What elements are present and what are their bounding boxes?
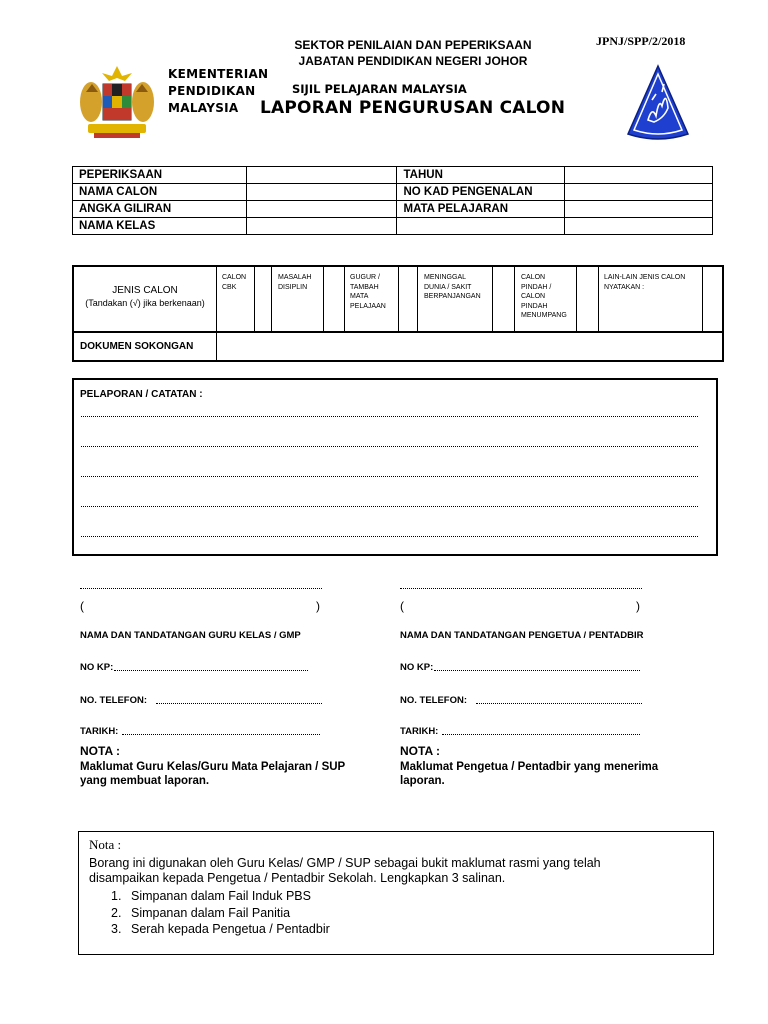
mata-pelajaran-label: MATA PELAJARAN: [397, 201, 565, 218]
option-text: CALON: [521, 274, 546, 281]
list-item: 3. Serah kepada Pengetua / Pentadbir: [111, 922, 330, 936]
table-row: [73, 167, 713, 184]
nota-text-line: Maklumat Pengetua / Pentadbir yang menerima: [400, 761, 659, 773]
pengetua-no-kp-field[interactable]: [434, 670, 640, 671]
option-text: MENINGGAL: [424, 274, 467, 281]
tahun-label: TAHUN: [397, 167, 565, 184]
guru-no-telefon-field[interactable]: [156, 703, 322, 704]
option-text: CALON: [521, 293, 546, 300]
jenis-calon-hint: (Tandakan (√) jika berkenaan): [85, 298, 205, 308]
option-text: PINDAH /: [521, 283, 552, 291]
dokumen-sokongan-label: DOKUMEN SOKONGAN: [80, 341, 194, 352]
jenis-calon-label: JENIS CALON: [112, 285, 178, 296]
peperiksaan-field[interactable]: [246, 167, 397, 184]
option-text: DISIPLIN: [278, 283, 308, 291]
mata-pelajaran-field[interactable]: [565, 201, 713, 218]
ministry-name-line: KEMENTERIAN: [168, 67, 269, 81]
nota-box-body: [89, 856, 601, 886]
header-jabatan-line: JABATAN PENDIDIKAN NEGERI JOHOR: [298, 54, 528, 68]
tahun-field[interactable]: [565, 167, 713, 184]
paren-close: ): [316, 599, 320, 613]
guru-signature-line[interactable]: [80, 588, 322, 589]
guru-nota-label: NOTA :: [80, 744, 120, 758]
no-kad-field[interactable]: [565, 184, 713, 201]
list-item: 2. Simpanan dalam Fail Panitia: [111, 905, 291, 920]
guru-name-field[interactable]: [88, 599, 314, 615]
empty-cell[interactable]: [565, 218, 713, 235]
option-text: TAMBAH: [350, 283, 379, 291]
page-title: LAPORAN PENGURUSAN CALON: [260, 98, 566, 118]
paren-open: (: [400, 599, 404, 613]
nota-text-line: Maklumat Guru Kelas/Guru Mata Pelajaran / SUP: [80, 761, 346, 773]
option-calon-pindah: [521, 273, 567, 321]
guru-no-telefon-label: NO. TELEFON:: [80, 695, 148, 706]
ministry-crest-logo: [76, 64, 158, 140]
angka-giliran-label: ANGKA GILIRAN: [73, 201, 247, 218]
nama-kelas-field[interactable]: [246, 218, 397, 235]
pengetua-tarikh-label: TARIKH:: [400, 726, 439, 737]
ministry-name-line: PENDIDIKAN: [168, 84, 256, 98]
option-text: DUNIA / SAKIT: [424, 283, 472, 291]
checkbox-meninggal-dunia[interactable]: [493, 267, 514, 332]
header-sektor: [238, 37, 588, 69]
paren-close: ): [636, 599, 640, 613]
nota-body-line: disampaikan kepada Pengetua / Pentadbir Sekolah. Lengkapkan 3 salinan.: [89, 871, 506, 885]
table-row: [73, 201, 713, 218]
list-item: 1. Simpanan dalam Fail Induk PBS: [111, 889, 311, 903]
catatan-line[interactable]: [81, 506, 698, 507]
jpnj-logo: [626, 64, 690, 140]
option-calon-cbk: [222, 273, 246, 292]
candidate-info-table: [72, 166, 713, 235]
peperiksaan-label: PEPERIKSAAN: [73, 167, 247, 184]
nama-calon-label: NAMA CALON: [73, 184, 247, 201]
pengetua-signature-title: NAMA DAN TANDATANGAN PENGETUA / PENTADBIR: [400, 630, 644, 641]
guru-no-kp-label: NO KP:: [80, 662, 114, 673]
option-masalah-disiplin: [278, 273, 311, 292]
option-text: BERPANJANGAN: [424, 293, 481, 300]
pengetua-no-telefon-label: NO. TELEFON:: [400, 695, 468, 706]
checkbox-calon-cbk[interactable]: [255, 267, 271, 332]
header-sektor-line: SEKTOR PENILAIAN DAN PEPERIKSAAN: [294, 38, 532, 52]
catatan-line[interactable]: [81, 446, 698, 447]
pengetua-name-field[interactable]: [408, 599, 634, 615]
option-text: CALON: [222, 274, 247, 281]
nota-box: [78, 831, 714, 955]
checkbox-calon-pindah[interactable]: [577, 267, 598, 332]
ministry-name-line: MALAYSIA: [168, 101, 239, 115]
catatan-line[interactable]: [81, 476, 698, 477]
pengetua-no-kp-label: NO KP:: [400, 662, 434, 673]
option-text: MATA: [350, 293, 369, 300]
option-lain-lain: [604, 273, 685, 292]
option-text: NYATAKAN :: [604, 283, 645, 291]
checkbox-lain-lain[interactable]: [703, 267, 722, 332]
catatan-line[interactable]: [81, 536, 698, 537]
option-gugur-tambah: [350, 273, 386, 311]
pelaporan-section: [72, 378, 718, 556]
pengetua-signature-line[interactable]: [400, 588, 642, 589]
paren-open: (: [80, 599, 84, 613]
option-text: MENUMPANG: [521, 312, 567, 319]
list-item-text: Serah kepada Pengetua / Pentadbir: [131, 922, 330, 936]
pengetua-nota-label: NOTA :: [400, 744, 440, 758]
ministry-name: [168, 66, 268, 117]
nota-box-title: Nota :: [89, 837, 122, 852]
no-kad-label: NO KAD PENGENALAN: [397, 184, 565, 201]
table-row: [73, 218, 713, 235]
jenis-calon-section: [72, 265, 724, 362]
nota-text-line: yang membuat laporan.: [80, 775, 210, 787]
guru-tarikh-field[interactable]: [122, 734, 320, 735]
list-item-text: Simpanan dalam Fail Panitia: [131, 905, 291, 920]
list-item-text: Simpanan dalam Fail Induk PBS: [131, 889, 311, 903]
pelaporan-label: PELAPORAN / CATATAN :: [80, 389, 203, 400]
nama-calon-field[interactable]: [246, 184, 397, 201]
option-text: MASALAH: [278, 274, 312, 281]
guru-signature-title: NAMA DAN TANDATANGAN GURU KELAS / GMP: [80, 630, 301, 641]
checkbox-masalah-disiplin[interactable]: [324, 267, 344, 332]
nota-text-line: laporan.: [400, 775, 445, 787]
guru-tarikh-label: TARIKH:: [80, 726, 119, 737]
guru-nota-text: [80, 760, 345, 788]
pengetua-no-telefon-field[interactable]: [476, 703, 642, 704]
nota-body-line: Borang ini digunakan oleh Guru Kelas/ GMP / SUP sebagai bukit maklumat rasmi yang telah: [89, 856, 601, 870]
nama-kelas-label: NAMA KELAS: [73, 218, 247, 235]
option-text: PELAJAAN: [350, 302, 386, 310]
option-text: GUGUR /: [350, 274, 380, 281]
option-text: PINDAH: [521, 302, 548, 310]
pengetua-tarikh-field[interactable]: [442, 734, 640, 735]
exam-name: SIJIL PELAJARAN MALAYSIA: [292, 82, 467, 96]
form-code: JPNJ/SPP/2/2018: [596, 34, 686, 48]
nota-box-list: [111, 888, 330, 938]
angka-giliran-field[interactable]: [246, 201, 397, 218]
option-meninggal-dunia: [424, 273, 481, 302]
pengetua-nota-text: [400, 760, 658, 788]
table-row: [73, 184, 713, 201]
empty-cell[interactable]: [397, 218, 565, 235]
guru-no-kp-field[interactable]: [114, 670, 308, 671]
dokumen-sokongan-field[interactable]: [217, 333, 722, 361]
option-text: CBK: [222, 283, 237, 291]
option-text: LAIN-LAIN JENIS CALON: [604, 274, 686, 281]
catatan-line[interactable]: [81, 416, 698, 417]
checkbox-gugur-tambah[interactable]: [399, 267, 417, 332]
